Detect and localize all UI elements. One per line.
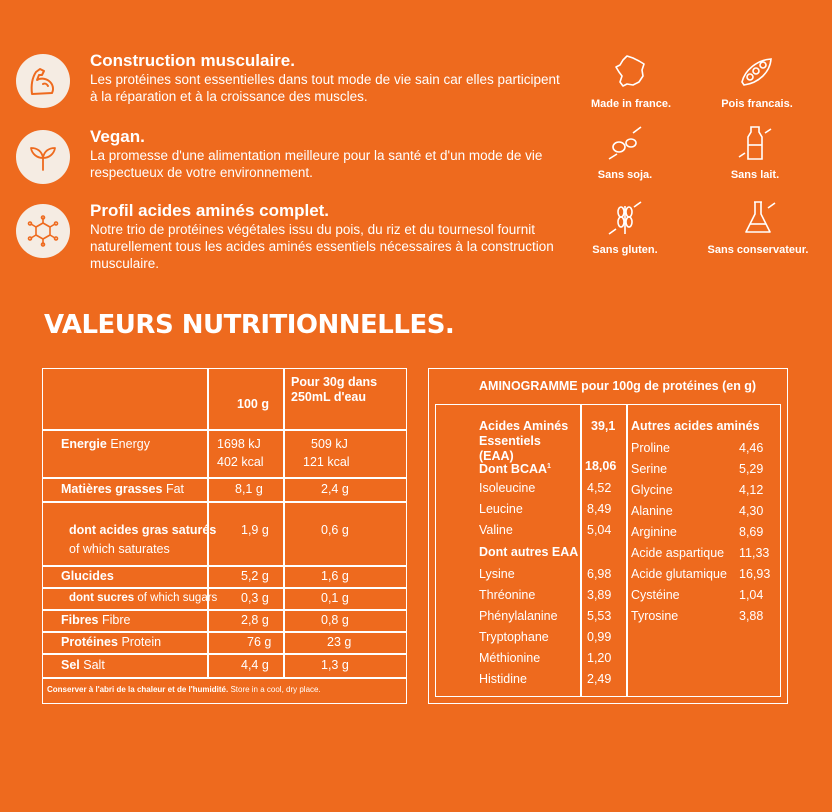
glucides-30: 1,6 g — [321, 569, 349, 583]
wheat-crossed-icon — [605, 198, 645, 238]
feature-title: Profil acides aminés complet. — [90, 201, 330, 220]
proteines-100: 76 g — [247, 635, 272, 649]
amino-name: Histidine — [479, 672, 527, 686]
aminogramme-table — [428, 368, 788, 704]
amino-value: 6,98 — [587, 567, 612, 581]
glucides-100: 5,2 g — [241, 569, 269, 583]
badge-sans-gluten — [570, 198, 680, 256]
badge-made-in-france — [576, 52, 686, 110]
badge-label: Sans soja. — [597, 169, 653, 181]
amino-name: Valine — [479, 523, 513, 537]
amino-name: Tryptophane — [479, 630, 549, 644]
badge-label: Pois francais. — [721, 98, 793, 110]
energie-30-kcal: 121 kcal — [303, 455, 350, 469]
amino-name: Méthionine — [479, 651, 541, 665]
energie-30-kj: 509 kJ — [311, 437, 348, 451]
row-matieres-label: Matières grasses Fat — [61, 482, 184, 496]
aminogramme-header: AMINOGRAMME pour 100g de protéines (en g) — [479, 379, 757, 393]
feature-vegan — [16, 127, 565, 184]
amino-value: 3,89 — [587, 588, 612, 602]
badge-sans-conservateur — [700, 198, 816, 256]
amino-value: 16,93 — [739, 567, 771, 581]
satures-100: 1,9 g — [241, 523, 269, 537]
satures-30: 0,6 g — [321, 523, 349, 537]
badge-pois-francais — [702, 52, 812, 110]
bcaa-label: Dont BCAA$^1$ — [479, 462, 551, 477]
milk-bottle-crossed-icon — [735, 123, 775, 163]
amino-name: Phénylalanine — [479, 609, 558, 623]
amino-value: 0,99 — [587, 630, 612, 644]
amino-value: 8,69 — [739, 525, 764, 539]
amino-value: 4,52 — [587, 481, 612, 495]
row-satures-label: dont acides gras saturés — [69, 523, 217, 537]
amino-name: Proline — [631, 441, 670, 455]
amino-name: Lysine — [479, 567, 515, 581]
pea-pod-icon — [737, 52, 777, 92]
soybean-crossed-icon — [605, 123, 645, 163]
badge-sans-soja — [570, 123, 680, 181]
badge-label: Sans lait. — [730, 169, 780, 181]
feature-description: La promesse d'une alimentation meilleure pour la santé et d'un mode de vie respectueux de votre environnement. — [90, 148, 543, 180]
feature-title: Vegan. — [90, 127, 145, 146]
amino-name: Isoleucine — [479, 481, 536, 495]
amino-name: Cystéine — [631, 588, 680, 602]
amino-value: 8,49 — [587, 502, 612, 516]
matieres-100: 8,1 g — [235, 482, 263, 496]
sucres-30: 0,1 g — [321, 591, 349, 605]
fibres-30: 0,8 g — [321, 613, 349, 627]
amino-name: Leucine — [479, 502, 523, 516]
nutrition-table — [42, 368, 407, 704]
badge-label: Sans conservateur. — [707, 244, 809, 256]
row-proteines-label: Protéines Protein — [61, 635, 162, 649]
sel-100: 4,4 g — [241, 658, 269, 672]
amino-value: 3,88 — [739, 609, 764, 623]
france-map-icon — [611, 52, 651, 92]
amino-value: 4,12 — [739, 483, 764, 497]
amino-name: Tyrosine — [631, 609, 679, 623]
proteines-30: 23 g — [327, 635, 352, 649]
sel-30: 1,3 g — [321, 658, 349, 672]
energie-100-kcal: 402 kcal — [217, 455, 264, 469]
amino-name: Glycine — [631, 483, 673, 497]
col-header-100g: 100 g — [237, 397, 269, 411]
eaa-value: 39,1 — [591, 419, 616, 433]
molecule-icon — [16, 204, 70, 258]
section-title: VALEURS NUTRITIONNELLES. — [44, 310, 455, 340]
amino-name: Thréonine — [479, 588, 536, 602]
feature-title: Construction musculaire. — [90, 51, 295, 70]
row-fibres-label: Fibres Fibre — [61, 613, 131, 627]
matieres-30: 2,4 g — [321, 482, 349, 496]
amino-name: Arginine — [631, 525, 677, 539]
amino-value: 5,04 — [587, 523, 612, 537]
flexed-arm-icon — [16, 54, 70, 108]
amino-value: 11,33 — [739, 546, 770, 560]
amino-value: 1,20 — [587, 651, 612, 665]
feature-muscle — [16, 51, 565, 108]
feature-description: Notre trio de protéines végétales issu du pois, du riz et du tournesol fournit naturellement tous les acides aminés essentiels nécessaires à la construction musculaire. — [90, 222, 554, 271]
sucres-100: 0,3 g — [241, 591, 269, 605]
row-satures-en: of which saturates — [69, 542, 170, 556]
row-sel-label: Sel Salt — [61, 658, 105, 672]
amino-value: 4,30 — [739, 504, 764, 518]
eaa-label: Acides Aminés Essentiels (EAA) — [479, 419, 569, 463]
feature-description: Les protéines sont essentielles dans tout mode de vie sain car elles participent à la réparation et à la croissance des muscles. — [90, 72, 560, 104]
sprout-icon — [16, 130, 70, 184]
amino-name: Serine — [631, 462, 668, 476]
amino-name: Acide glutamique — [631, 567, 727, 581]
flask-crossed-icon — [738, 198, 778, 238]
fibres-100: 2,8 g — [241, 613, 269, 627]
bcaa-value: 18,06 — [585, 459, 617, 473]
storage-note: Conserver à l'abri de la chaleur et de l'humidité. Store in a cool, dry place. — [47, 685, 321, 694]
badge-label: Made in france. — [590, 98, 672, 110]
other-eaa-label: Dont autres EAA — [479, 545, 579, 559]
amino-value: 1,04 — [739, 588, 764, 602]
amino-value: 2,49 — [587, 672, 612, 686]
row-sucres-label: dont sucres of which sugars — [69, 592, 218, 604]
energie-100-kj: 1698 kJ — [217, 437, 261, 451]
amino-value: 5,53 — [587, 609, 612, 623]
amino-name: Alanine — [631, 504, 673, 518]
row-glucides-label: Glucides — [61, 569, 114, 583]
amino-name: Acide aspartique — [631, 546, 725, 560]
others-label: Autres acides aminés — [631, 419, 760, 433]
amino-value: 4,46 — [739, 441, 764, 455]
col-header-30g: Pour 30g dans 250mL d'eau — [291, 375, 378, 404]
amino-value: 5,29 — [739, 462, 764, 476]
feature-amino — [16, 201, 565, 272]
row-energie-label: Energie Energy — [61, 437, 150, 451]
badge-label: Sans gluten. — [592, 244, 658, 256]
badge-sans-lait — [700, 123, 810, 181]
